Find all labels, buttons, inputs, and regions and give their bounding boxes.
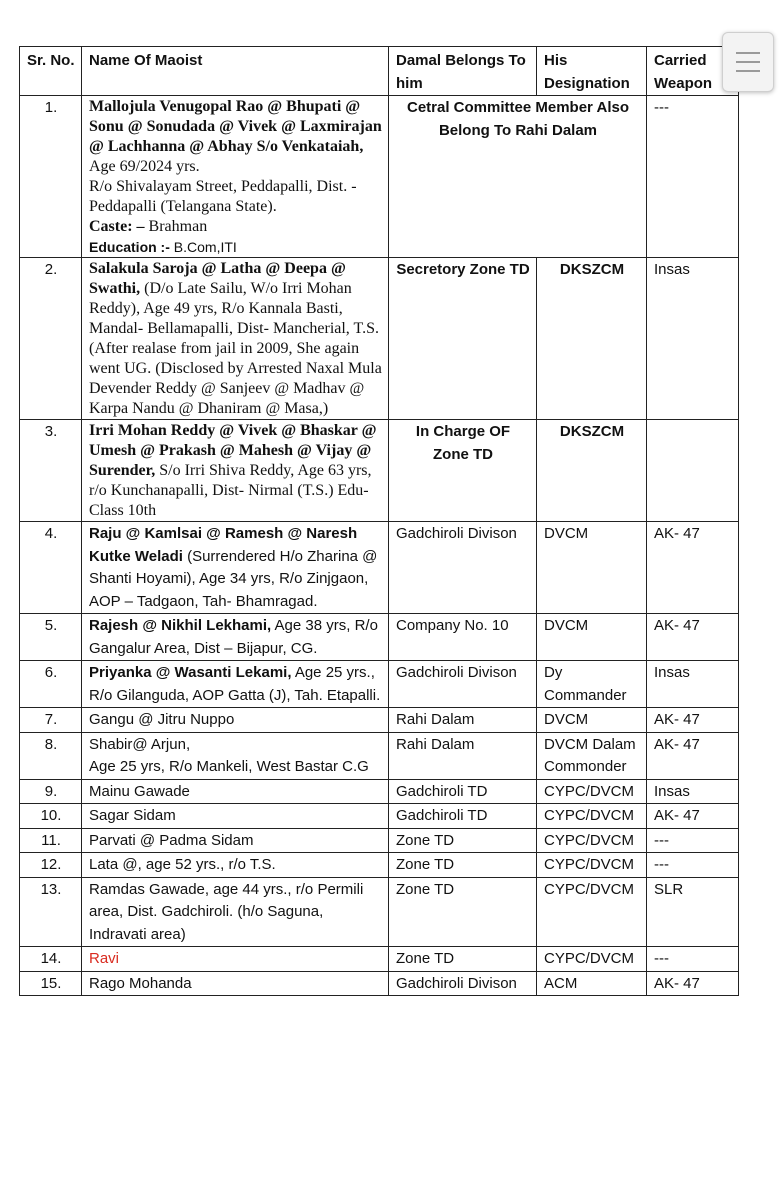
- sr-cell: 7.: [20, 708, 82, 733]
- designation-cell: DVCM: [537, 708, 647, 733]
- sr-cell: 4.: [20, 522, 82, 614]
- sr-cell: 11.: [20, 828, 82, 853]
- dalam-cell: Company No. 10: [389, 614, 537, 661]
- name-age: Age 69/2024 yrs.: [89, 158, 200, 175]
- sr-cell: 10.: [20, 804, 82, 829]
- education-label: Education :-: [89, 239, 170, 255]
- hamburger-menu-button[interactable]: [722, 32, 774, 92]
- name-cell: Rago Mohanda: [82, 971, 389, 996]
- name-cell-highlighted: Ravi: [82, 947, 389, 972]
- table-row: [20, 420, 739, 522]
- header-sr-no: Sr. No.: [20, 47, 82, 96]
- designation-cell: CYPC/DVCM: [537, 947, 647, 972]
- dalam-cell: Zone TD: [389, 828, 537, 853]
- weapon-cell: AK- 47: [647, 804, 739, 829]
- table-row: [20, 971, 739, 996]
- name-cell: Mainu Gawade: [82, 779, 389, 804]
- sr-cell: 8.: [20, 732, 82, 779]
- weapon-cell: AK- 47: [647, 522, 739, 614]
- weapon-cell: AK- 47: [647, 708, 739, 733]
- table-row: [20, 732, 739, 779]
- caste-label: Caste: –: [89, 218, 145, 235]
- table-row: [20, 614, 739, 661]
- name-details: (Surrendered H/o Zharina @ Shanti Hoyami), Age 34 yrs, R/o Zinjgaon, AOP – Tadgaon, Tah- Bhamragad.: [89, 547, 378, 610]
- dalam-cell: Gadchiroli Divison: [389, 522, 537, 614]
- name-line-1: Shabir@ Arjun,: [89, 735, 191, 753]
- table-row: [20, 804, 739, 829]
- weapon-cell: AK- 47: [647, 732, 739, 779]
- table-row: [20, 947, 739, 972]
- name-cell: [82, 96, 389, 258]
- sr-cell: 6.: [20, 661, 82, 708]
- name-bold: Rajesh @ Nikhil Lekhami,: [89, 617, 272, 634]
- dalam-cell: Secretory Zone TD: [389, 258, 537, 420]
- name-bold: Irri Mohan Reddy @ Vivek @ Bhaskar @ Umesh @ Prakash @ Mahesh @ Vijay @ Surender,: [89, 422, 377, 479]
- table-row: [20, 877, 739, 947]
- name-cell: [82, 732, 389, 779]
- designation-cell: CYPC/DVCM: [537, 828, 647, 853]
- table-row: [20, 522, 739, 614]
- dalam-cell: Zone TD: [389, 947, 537, 972]
- sr-cell: 14.: [20, 947, 82, 972]
- weapon-cell: SLR: [647, 877, 739, 947]
- designation-cell: DKSZCM: [537, 258, 647, 420]
- name-education: [89, 237, 382, 257]
- weapon-cell: Insas: [647, 661, 739, 708]
- table-row: [20, 96, 739, 258]
- dalam-cell: Zone TD: [389, 877, 537, 947]
- maoist-roster-table: [19, 46, 739, 996]
- designation-cell: DVCM: [537, 522, 647, 614]
- sr-cell: 5.: [20, 614, 82, 661]
- name-caste: [89, 217, 382, 237]
- header-dalam: Damal Belongs To him: [389, 47, 537, 96]
- table-row: [20, 708, 739, 733]
- weapon-cell: [647, 420, 739, 522]
- header-name: Name Of Maoist: [82, 47, 389, 96]
- designation-cell: CYPC/DVCM: [537, 779, 647, 804]
- header-weapon: Carried Weapon: [647, 47, 739, 96]
- table-row: [20, 779, 739, 804]
- designation-cell: CYPC/DVCM: [537, 804, 647, 829]
- sr-cell: 15.: [20, 971, 82, 996]
- name-cell: [82, 661, 389, 708]
- designation-cell: DVCM Dalam Commonder: [537, 732, 647, 779]
- name-cell: [82, 420, 389, 522]
- dalam-cell: Gadchiroli TD: [389, 779, 537, 804]
- designation-cell: Dy Commander: [537, 661, 647, 708]
- table-row: [20, 828, 739, 853]
- name-bold: Salakula Saroja @ Latha @ Deepa @ Swathi,: [89, 260, 346, 297]
- header-designation: His Designation: [537, 47, 647, 96]
- name-cell: Lata @, age 52 yrs., r/o T.S.: [82, 853, 389, 878]
- name-cell: Parvati @ Padma Sidam: [82, 828, 389, 853]
- table-header-row: [20, 47, 739, 96]
- name-details: Age 38 yrs, R/o Gangalur Area, Dist – Bijapur, CG.: [89, 617, 378, 657]
- dalam-designation-cell: Cetral Committee Member Also Belong To Rahi Dalam: [389, 96, 647, 258]
- name-cell: Gangu @ Jitru Nuppo: [82, 708, 389, 733]
- name-cell: [82, 258, 389, 420]
- sr-cell: 1.: [20, 96, 82, 258]
- weapon-cell: AK- 47: [647, 971, 739, 996]
- designation-cell: DVCM: [537, 614, 647, 661]
- name-cell: [82, 522, 389, 614]
- table-row: [20, 661, 739, 708]
- weapon-cell: ---: [647, 853, 739, 878]
- table-row: [20, 853, 739, 878]
- designation-cell: CYPC/DVCM: [537, 877, 647, 947]
- name-line-2: Age 25 yrs, R/o Mankeli, West Bastar C.G: [89, 758, 369, 775]
- dalam-cell: Rahi Dalam: [389, 732, 537, 779]
- designation-cell: ACM: [537, 971, 647, 996]
- dalam-cell: Rahi Dalam: [389, 708, 537, 733]
- dalam-cell: Gadchiroli TD: [389, 804, 537, 829]
- name-residence: R/o Shivalayam Street, Peddapalli, Dist. - Peddapalli (Telangana State).: [89, 178, 357, 215]
- dalam-cell: Zone TD: [389, 853, 537, 878]
- name-bold: Priyanka @ Wasanti Lekami,: [89, 664, 292, 681]
- designation-cell: DKSZCM: [537, 420, 647, 522]
- hamburger-menu-icon: [736, 52, 760, 54]
- weapon-cell: ---: [647, 828, 739, 853]
- sr-cell: 2.: [20, 258, 82, 420]
- weapon-cell: AK- 47: [647, 614, 739, 661]
- sr-cell: 9.: [20, 779, 82, 804]
- sr-cell: 13.: [20, 877, 82, 947]
- weapon-cell: ---: [647, 96, 739, 258]
- table-row: [20, 258, 739, 420]
- education-value: B.Com,ITI: [169, 239, 237, 255]
- weapon-cell: Insas: [647, 779, 739, 804]
- name-details: Age 25 yrs., R/o Gilanguda, AOP Gatta (J), Tah. Etapalli.: [89, 664, 381, 704]
- dalam-cell: Gadchiroli Divison: [389, 971, 537, 996]
- dalam-cell: In Charge OF Zone TD: [389, 420, 537, 522]
- name-details: (D/o Late Sailu, W/o Irri Mohan Reddy), Age 49 yrs, R/o Kannala Basti, Mandal- Bellamapalli, Dist- Mancherial, T.S. (After realase from jail in 2009, She again went UG. (Disclosed by Arrested Naxal Mula Devender Reddy @ Sanjeev @ Madhav @ Karpa Nandu @ Dhaniram @ Masa,): [89, 280, 382, 417]
- weapon-cell: Insas: [647, 258, 739, 420]
- designation-cell: CYPC/DVCM: [537, 853, 647, 878]
- sr-cell: 12.: [20, 853, 82, 878]
- name-cell: Ramdas Gawade, age 44 yrs., r/o Permili area, Dist. Gadchiroli. (h/o Saguna, Indravati area): [82, 877, 389, 947]
- name-cell: Sagar Sidam: [82, 804, 389, 829]
- name-bold: Mallojula Venugopal Rao @ Bhupati @ Sonu @ Sonudada @ Vivek @ Laxmirajan @ Lachhanna @ Abhay S/o Venkataiah,: [89, 98, 382, 155]
- name-cell: [82, 614, 389, 661]
- caste-value: Brahman: [144, 218, 208, 235]
- sr-cell: 3.: [20, 420, 82, 522]
- name-bold: Raju @ Kamlsai @ Ramesh @ Naresh Kutke Weladi: [89, 525, 358, 565]
- dalam-cell: Gadchiroli Divison: [389, 661, 537, 708]
- weapon-cell: ---: [647, 947, 739, 972]
- name-details: S/o Irri Shiva Reddy, Age 63 yrs, r/o Kunchanapalli, Dist- Nirmal (T.S.) Edu- Class 10th: [89, 462, 372, 519]
